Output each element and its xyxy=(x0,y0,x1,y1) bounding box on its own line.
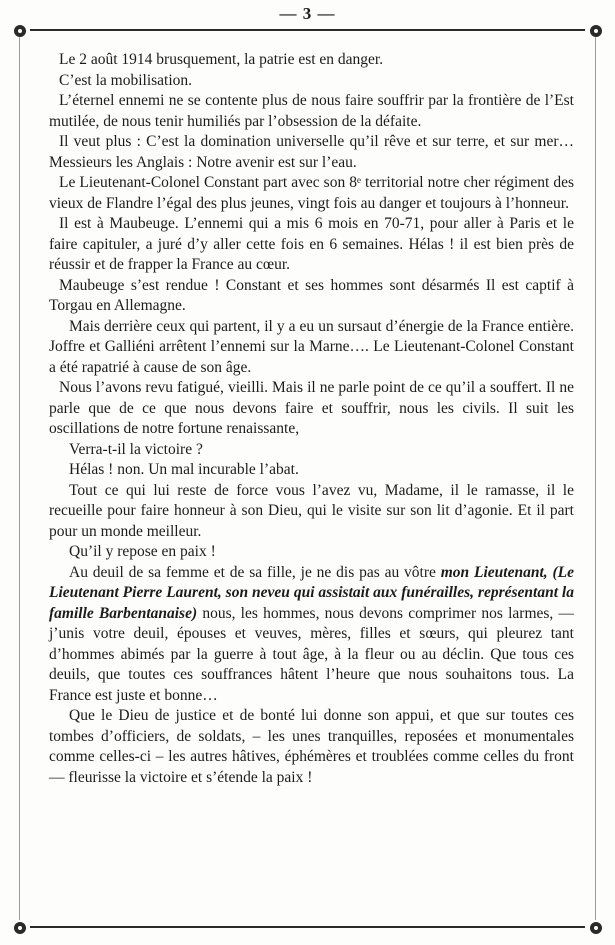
paragraph: Le Lieutenant-Colonel Constant part avec son 8ᵉ territorial notre cher régiment des vieux de Flandre l’égal des plus jeunes, vingt fois au danger et toujours à l’honneur. xyxy=(49,174,574,212)
corner-ornament-icon xyxy=(590,922,602,934)
paragraph: C’est la mobilisation. xyxy=(59,71,193,89)
paragraph: Que le Dieu de justice et de bonté lui donne son appui, et que sur toutes ces tombes d’officiers, de soldats, – les unes tranquilles, reposées et monumentales comme celles-ci – les autres hâtives, éphémères et troublées comme celles du front — fleurisse la victoire et s’étende la paix ! xyxy=(49,707,574,786)
corner-ornament-icon xyxy=(590,25,602,37)
paragraph: Le 2 août 1914 brusquement, la patrie est en danger. xyxy=(59,51,384,68)
paragraph: Il veut plus : C’est la domination universelle qu’il rêve et sur terre, et sur mer… Messieurs les Anglais : Notre avenir est sur l’eau. xyxy=(49,133,574,171)
paragraph: Nous l’avons revu fatigué, vieilli. Mais il ne parle point de ce qu’il a souffert. Il ne parle que de ce que nous devons faire et souffrir, nous les civils. Il suit les oscillations de notre fortune renaissante, xyxy=(49,379,574,437)
paragraph: Mais derrière ceux qui partent, il y a eu un sursaut d’énergie de la France entière. Joffre et Galliéni arrêtent l’ennemi sur la Marne…. Le Lieutenant-Colonel Constant a été rapatrié à cause de son âge. xyxy=(49,317,574,376)
paragraph-segment: nous, les hommes, nous devons comprimer nos larmes, — j’unis votre deuil, épouses et veuves, mères, filles et sœurs, qui pleurez tant d’hommes abimés par la guerre à tout âge, à la fleur ou au déclin. Que tous ces deuils, que toutes ces souffrances hâtent l’heure que nous souhaitons tous. La France est juste et bonne… xyxy=(49,604,574,704)
right-border xyxy=(595,35,596,920)
paragraph-italic-segment: mon Lieutenant, xyxy=(440,563,553,581)
left-border xyxy=(19,35,20,920)
paragraph: L’éternel ennemi ne se contente plus de nous faire souffrir par la frontière de l’Est mutilée, de nous tenir humiliés par l’obsession de la défaite. xyxy=(49,92,574,130)
paragraph: Il est à Maubeuge. L’ennemi qui a mis 6 mois en 70-71, pour aller à Paris et le faire capituler, a juré d’y aller cette fois en 6 semaines. Hélas ! il est bien près de réussir et de frapper la France au cœur. xyxy=(49,215,574,273)
paragraph xyxy=(49,563,574,707)
paragraph: Hélas ! non. Un mal incurable l’abat. xyxy=(69,461,299,478)
paragraph: Verra-t-il la victoire ? xyxy=(69,440,203,458)
bottom-rule xyxy=(30,926,585,928)
corner-ornament-icon xyxy=(14,25,26,37)
paragraph-segment: Au deuil de sa femme et de sa fille, je ne dis pas au vôtre xyxy=(69,563,441,581)
top-rule xyxy=(30,29,585,31)
paragraph: Qu’il y repose en paix ! xyxy=(69,543,216,560)
paragraph: Tout ce qui lui reste de force vous l’avez vu, Madame, il le ramasse, il le recueille pour faire honneur à son Dieu, qui le visite sur son lit d’agonie. Et il part pour un monde meilleur. xyxy=(49,481,574,540)
paragraph-italic-segment: (Le Lieutenant Pierre Laurent, son neveu qui assistait aux funérailles, représentant la famille Barbentanaise) xyxy=(49,563,574,622)
page-number: — 3 — xyxy=(279,4,336,23)
corner-ornament-icon xyxy=(14,922,26,934)
body-text xyxy=(49,50,574,788)
paragraph: Maubeuge s’est rendue ! Constant et ses hommes sont désarmés Il est captif à Torgau en Allemagne. xyxy=(49,276,574,314)
